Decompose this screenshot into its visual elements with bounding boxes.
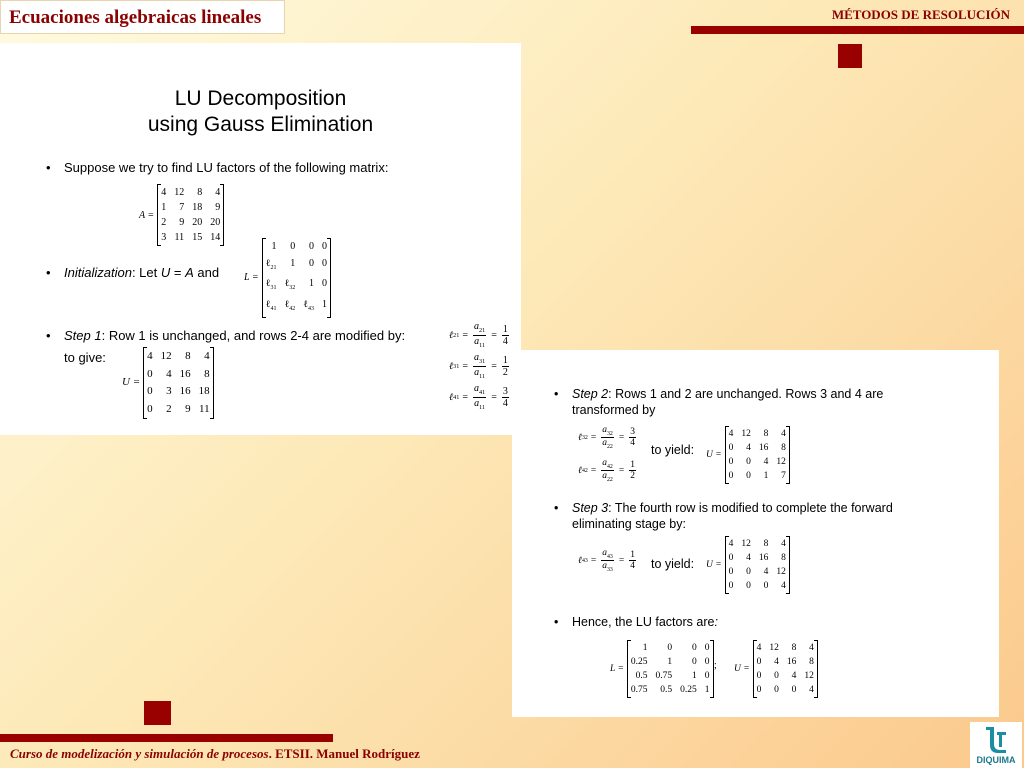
matrix-cell: 7 [781, 471, 786, 481]
matrix-cell: 1 [692, 671, 697, 681]
matrix-body [753, 640, 818, 698]
matrix-u-final [734, 640, 818, 698]
matrix-cell: 0 [728, 553, 734, 563]
matrix-cell: 0 [147, 402, 153, 415]
hence-text: Hence, the LU factors are [572, 615, 715, 629]
frac-denominator-symbol: a [474, 397, 480, 409]
bullet-suppose [46, 159, 389, 176]
matrix-cell: 0.5 [635, 671, 648, 681]
frac-l32 [578, 425, 638, 451]
frac-l41 [449, 383, 511, 412]
matrix-cell: 1 [290, 257, 296, 269]
matrix-cell: 8 [185, 350, 191, 362]
frac-denominator [601, 471, 614, 483]
matrix-label: U = [734, 664, 750, 674]
header-accent-bar [691, 26, 1024, 34]
frac-numerator-subscript: 21 [479, 327, 486, 334]
matrix-cell: 8 [791, 643, 797, 653]
step1-label: Step 1 [64, 328, 102, 343]
matrix-cell: 0 [728, 471, 734, 481]
matrix-cell: 8 [781, 553, 786, 563]
frac-numerator-subscript: 43 [606, 553, 613, 560]
matrix-cell: 4 [161, 187, 167, 198]
matrix-cell: 15 [192, 232, 203, 243]
matrix-cell: 1 [322, 298, 328, 310]
slide-title-line1: LU Decomposition [174, 87, 347, 110]
frac-denominator-subscript: 33 [606, 567, 613, 574]
equals-sign: = [618, 465, 625, 476]
frac-value-denominator: 4 [502, 397, 508, 409]
frac-denominator-symbol: a [602, 471, 607, 482]
matrix-cell: 8 [763, 539, 769, 549]
diquima-logo-mark [984, 724, 1008, 754]
frac-value [502, 386, 509, 409]
matrix-cell: 0 [728, 581, 734, 591]
equals-sign: = [618, 432, 625, 443]
matrix-cell: 0 [746, 457, 751, 467]
matrix-cell: 1 [309, 278, 315, 289]
matrix-cell: 11 [199, 402, 210, 415]
equals-sign: = [462, 360, 468, 372]
frac-denominator-symbol: a [602, 561, 607, 572]
frac-numerator-symbol: a [474, 321, 479, 332]
matrix-cell: 20 [192, 217, 203, 228]
hence-colon: : [714, 615, 718, 629]
frac-numerator-symbol: a [474, 352, 479, 363]
matrix-cell: 4 [781, 581, 786, 591]
matrix-cell: 16 [179, 367, 191, 380]
frac-symbolic [601, 425, 614, 451]
matrix-cell: 4 [791, 671, 797, 681]
matrix-u-step1 [122, 347, 214, 419]
matrix-cell: 4 [763, 457, 769, 467]
matrix-body [157, 184, 224, 246]
yield-label-step2: to yield: [651, 443, 695, 457]
equals-sign: = [590, 555, 597, 566]
matrix-cell: ℓ$_{41}$ [265, 298, 277, 312]
matrix-cell: ℓ$_{31}$ [265, 278, 277, 291]
bullet-initialization [46, 264, 220, 281]
frac-value-denominator: 2 [502, 366, 508, 378]
frac-lhs-subscript: 41 [453, 393, 460, 401]
matrix-u-step3 [706, 536, 790, 594]
frac-lhs-symbol: ℓ [449, 329, 454, 341]
matrix-cell: 3 [161, 232, 167, 243]
matrix-cell: 4 [746, 443, 751, 453]
frac-symbolic [473, 352, 486, 381]
frac-numerator-subscript: 41 [479, 389, 486, 396]
bullet-dot: • [554, 615, 559, 629]
matrix-cell: 8 [809, 657, 814, 667]
init-eq: = [170, 265, 186, 280]
matrix-cell: 1 [271, 241, 277, 252]
frac-value [502, 355, 509, 378]
frac-value [502, 324, 509, 347]
frac-denominator-subscript: 11 [479, 403, 486, 411]
bullet-dot: • [46, 328, 51, 343]
factor-separator: ; [714, 660, 717, 671]
matrix-label: L = [244, 271, 259, 283]
matrix-cell: 12 [776, 567, 786, 577]
matrix-label: L = [610, 664, 624, 674]
frac-value-denominator: 4 [502, 335, 508, 347]
frac-numerator [601, 548, 614, 561]
matrix-cell: 0 [756, 671, 762, 681]
frac-denominator-subscript: 11 [479, 372, 486, 380]
matrix-cell: 1 [667, 657, 673, 667]
bullet-dot: • [554, 387, 559, 401]
matrix-cell: 4 [147, 350, 153, 362]
matrix-cell: 8 [197, 187, 203, 198]
frac-denominator [601, 438, 614, 450]
matrix-cell: 14 [210, 232, 221, 243]
matrix-cell: 0 [322, 257, 328, 269]
matrix-l-final [610, 640, 714, 698]
equals-sign: = [618, 555, 625, 566]
frac-denominator-subscript: 22 [606, 444, 613, 451]
frac-value-numerator: 1 [502, 323, 508, 335]
frac-numerator [601, 425, 614, 438]
bullet-step1 [46, 327, 406, 344]
frac-lhs-symbol: ℓ [449, 391, 454, 403]
init-u: U [160, 265, 171, 280]
matrix-cell: 0 [290, 241, 296, 252]
step1-text: : Row 1 is unchanged, and rows 2-4 are modified by: [101, 328, 406, 343]
left-content-panel [0, 43, 521, 435]
bullet-dot: • [46, 160, 51, 175]
matrix-cell: 0 [774, 685, 779, 695]
step1-give-label: to give: [64, 350, 106, 365]
matrix-cell: 0 [763, 581, 769, 591]
matrix-cell: 12 [741, 539, 751, 549]
matrix-cell: 16 [786, 657, 797, 667]
matrix-cell: 0 [746, 471, 751, 481]
matrix-cell: 16 [758, 553, 769, 563]
frac-numerator-symbol: a [602, 548, 607, 558]
frac-lhs-symbol: ℓ [449, 360, 454, 372]
matrix-cell: 0.5 [660, 685, 673, 695]
frac-numerator [473, 352, 486, 367]
frac-denominator-subscript: 22 [606, 477, 613, 484]
matrix-cell: 0 [309, 241, 315, 252]
frac-lhs-subscript: 43 [581, 557, 588, 564]
matrix-body [143, 347, 214, 419]
matrix-cell: 4 [756, 643, 762, 653]
bullet-hence [554, 614, 718, 631]
frac-numerator [473, 321, 486, 336]
frac-numerator-symbol: a [602, 458, 607, 468]
matrix-label: A = [139, 209, 155, 221]
frac-value-numerator: 1 [630, 459, 635, 470]
matrix-cell: 4 [728, 429, 734, 439]
matrix-cell: 18 [192, 202, 203, 213]
frac-value [629, 550, 636, 572]
bullet-step3 [554, 500, 952, 532]
frac-value-denominator: 4 [630, 561, 635, 572]
frac-denominator-symbol: a [474, 335, 480, 347]
matrix-cell: 0 [728, 457, 734, 467]
matrix-cell: 16 [758, 443, 769, 453]
frac-denominator [473, 398, 486, 412]
matrix-cell: 0.75 [630, 685, 648, 695]
frac-denominator-subscript: 11 [479, 341, 486, 349]
frac-symbolic [473, 321, 486, 350]
logo-name: DIQUIMA [976, 755, 1016, 765]
matrix-body [725, 426, 790, 484]
matrix-cell: 4 [781, 539, 786, 549]
matrix-cell: 4 [763, 567, 769, 577]
footer-author: . ETSII. Manuel Rodríguez [268, 746, 420, 761]
equals-sign: = [462, 391, 468, 403]
matrix-cell: 4 [215, 187, 221, 198]
equals-sign: = [590, 432, 597, 443]
matrix-body [262, 238, 331, 318]
frac-value-numerator: 3 [502, 385, 508, 397]
yield-label-step3: to yield: [651, 557, 695, 571]
matrix-a [139, 184, 224, 246]
matrix-cell: 0 [728, 567, 734, 577]
matrix-cell: 0 [774, 671, 779, 681]
matrix-cell: 4 [728, 539, 734, 549]
footer-accent-bar [0, 734, 333, 742]
bullet-dot: • [554, 501, 559, 515]
matrix-label: U = [706, 560, 722, 570]
matrix-cell: 0.25 [630, 657, 648, 667]
slide-title-line2: using Gauss Elimination [147, 113, 374, 136]
matrix-cell: 4 [204, 350, 210, 362]
equals-sign: = [590, 465, 597, 476]
frac-denominator [601, 561, 614, 573]
frac-lhs-subscript: 42 [581, 467, 588, 474]
matrix-body [627, 640, 714, 698]
equals-sign: = [491, 360, 497, 372]
frac-numerator [601, 458, 614, 471]
matrix-cell: 4 [746, 553, 751, 563]
frac-numerator-subscript: 31 [479, 358, 486, 365]
matrix-cell: ℓ$_{43}$ [303, 298, 315, 312]
frac-symbolic [601, 548, 614, 574]
matrix-cell: 9 [179, 217, 185, 228]
frac-numerator-subscript: 42 [606, 463, 613, 470]
matrix-cell: 9 [215, 202, 221, 213]
bullet-step2 [554, 386, 932, 418]
frac-denominator [473, 336, 486, 350]
matrix-cell: 0 [667, 643, 673, 653]
matrix-cell: 0.75 [655, 671, 673, 681]
matrix-label: U = [122, 376, 141, 389]
matrix-cell: 0 [704, 657, 710, 667]
frac-lhs-symbol: ℓ [578, 555, 582, 566]
step2-text: : Rows 1 and 2 are unchanged. Rows 3 and 4 are transformed by [572, 387, 884, 417]
footer-credit [10, 746, 420, 762]
footer-accent-square [144, 701, 171, 725]
matrix-cell: 0 [756, 685, 762, 695]
matrix-cell: 0 [791, 685, 797, 695]
init-a: A [185, 265, 194, 280]
matrix-cell: 12 [769, 643, 779, 653]
matrix-l-initial [244, 238, 331, 318]
matrix-cell: 8 [781, 443, 786, 453]
equals-sign: = [462, 329, 468, 341]
frac-value [629, 460, 636, 482]
matrix-cell: 1 [161, 202, 167, 213]
right-content-panel [512, 350, 999, 717]
diquima-logo [970, 722, 1022, 768]
matrix-cell: 12 [174, 187, 185, 198]
frac-lhs-symbol: ℓ [578, 432, 582, 443]
matrix-cell: 0 [309, 257, 315, 269]
equals-sign: = [491, 391, 497, 403]
matrix-cell: 12 [160, 350, 172, 362]
frac-l42 [578, 458, 638, 484]
matrix-cell: 0 [704, 671, 710, 681]
matrix-cell: 0 [692, 657, 697, 667]
frac-lhs-symbol: ℓ [578, 465, 582, 476]
matrix-cell: 18 [198, 385, 210, 397]
matrix-cell: 0 [756, 657, 762, 667]
frac-numerator-symbol: a [602, 425, 607, 435]
matrix-cell: 12 [804, 671, 814, 681]
matrix-cell: 0.25 [680, 685, 697, 695]
init-label: Initialization [64, 265, 132, 280]
frac-denominator-symbol: a [602, 438, 607, 449]
matrix-cell: 2 [166, 402, 172, 415]
matrix-cell: 0 [746, 567, 751, 577]
bullet-dot: • [46, 265, 51, 280]
frac-l21 [449, 321, 511, 350]
header-accent-square [838, 44, 862, 68]
frac-value-numerator: 1 [502, 354, 508, 366]
bullet-suppose-text: Suppose we try to find LU factors of the following matrix: [64, 160, 389, 175]
frac-denominator [473, 367, 486, 381]
section-label: MÉTODOS DE RESOLUCIÓN [831, 7, 1010, 22]
frac-value-denominator: 2 [630, 471, 635, 482]
frac-value-numerator: 1 [630, 549, 635, 560]
matrix-cell: ℓ$_{32}$ [284, 278, 296, 291]
matrix-cell: 4 [809, 685, 814, 695]
step2-label: Step 2 [572, 387, 609, 401]
matrix-cell: 12 [776, 457, 786, 467]
frac-lhs-subscript: 21 [453, 331, 460, 339]
matrix-cell: 3 [166, 385, 172, 397]
matrix-cell: ℓ$_{42}$ [284, 298, 296, 312]
frac-value [629, 427, 636, 449]
matrix-cell: 16 [179, 385, 191, 397]
matrix-cell: 4 [774, 657, 779, 667]
slide-header-title: Ecuaciones algebraicas lineales [0, 0, 285, 34]
matrix-label: U = [706, 450, 722, 460]
init-text-2: and [193, 265, 220, 280]
matrix-cell: 4 [166, 367, 172, 380]
matrix-body [725, 536, 790, 594]
matrix-u-step2 [706, 426, 790, 484]
matrix-cell: 0 [322, 278, 328, 289]
step3-label: Step 3 [572, 501, 609, 515]
frac-numerator-subscript: 32 [606, 430, 613, 437]
frac-l43 [578, 548, 638, 574]
frac-numerator-symbol: a [474, 383, 479, 394]
frac-value-denominator: 4 [630, 438, 635, 449]
matrix-cell: 2 [161, 217, 167, 228]
matrix-cell: 1 [642, 643, 648, 653]
matrix-cell: 4 [809, 643, 814, 653]
matrix-cell: 0 [322, 241, 328, 252]
frac-symbolic [601, 458, 614, 484]
matrix-cell: 12 [741, 429, 751, 439]
init-text-1: : Let [131, 265, 161, 280]
matrix-cell: 11 [174, 232, 185, 243]
matrix-cell: 20 [210, 217, 221, 228]
matrix-cell: 0 [147, 385, 153, 397]
matrix-cell: 8 [204, 367, 210, 380]
footer-course: Curso de modelización y simulación de procesos [10, 746, 269, 761]
frac-lhs-subscript: 32 [581, 434, 588, 441]
matrix-cell: 0 [728, 443, 734, 453]
matrix-cell: 7 [179, 202, 185, 213]
matrix-cell: 1 [704, 685, 710, 695]
matrix-cell: 8 [763, 429, 769, 439]
matrix-cell: 0 [692, 643, 697, 653]
step3-text: : The fourth row is modified to complete the forward eliminating stage by: [572, 501, 893, 531]
frac-lhs-subscript: 31 [453, 362, 460, 370]
matrix-cell: 0 [704, 643, 710, 653]
frac-denominator-symbol: a [474, 366, 480, 378]
frac-numerator [473, 383, 486, 398]
matrix-cell: 1 [763, 471, 769, 481]
matrix-cell: ℓ$_{21}$ [265, 257, 277, 271]
equals-sign: = [491, 329, 497, 341]
frac-value-numerator: 3 [630, 426, 635, 437]
matrix-cell: 0 [147, 367, 153, 380]
frac-symbolic [473, 383, 486, 412]
matrix-cell: 0 [746, 581, 751, 591]
frac-l31 [449, 352, 511, 381]
matrix-cell: 4 [781, 429, 786, 439]
matrix-cell: 9 [185, 402, 191, 415]
